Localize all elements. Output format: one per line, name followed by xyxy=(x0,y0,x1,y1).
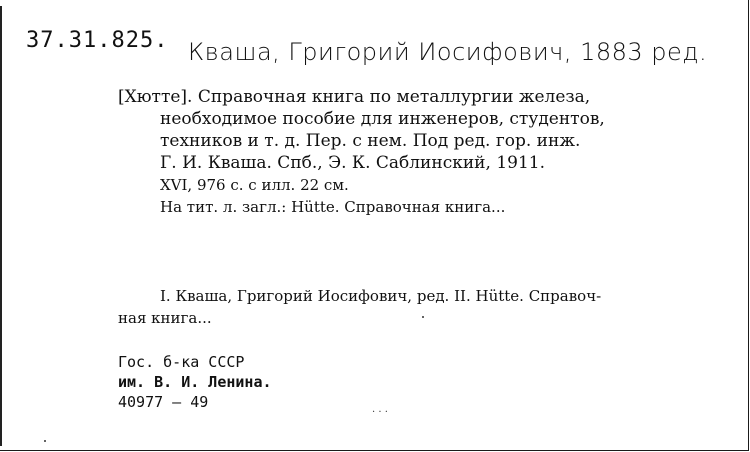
tracing-line-1: I. Кваша, Григорий Иосифович, ред. II. Hütte. Справоч- xyxy=(160,287,602,305)
tracings xyxy=(118,285,602,329)
main-entry-line-4: Г. И. Кваша. Спб., Э. К. Саблинский, 1911. xyxy=(160,153,545,173)
tracing-line-2: ная книга... xyxy=(118,309,212,327)
main-entry xyxy=(118,86,605,218)
library-stamp xyxy=(118,352,272,412)
collation-line: XVI, 976 с. с илл. 22 см. xyxy=(160,176,349,194)
title-page-note: На тит. л. загл.: Hütte. Справочная книга... xyxy=(160,198,506,216)
main-entry-line-1: [Хютте]. Справочная книга по металлургии железа, xyxy=(118,87,591,107)
ink-dot xyxy=(422,316,424,318)
call-number: 37.31.825. xyxy=(26,28,169,53)
ink-specks: . . . xyxy=(372,404,388,415)
main-entry-line-3: техников и т. д. Пер. с нем. Под ред. гор. инж. xyxy=(160,131,581,151)
main-entry-line-2: необходимое пособие для инженеров, студентов, xyxy=(160,109,605,129)
library-line-1: Гос. б-ка СССР xyxy=(118,353,245,371)
ink-dot xyxy=(44,440,46,442)
library-line-3: 40977 — 49 xyxy=(118,393,209,411)
handwritten-heading: Кваша, Григорий Иосифович, 1883 ред. xyxy=(188,38,708,66)
library-line-2: им. В. И. Ленина. xyxy=(118,373,272,391)
